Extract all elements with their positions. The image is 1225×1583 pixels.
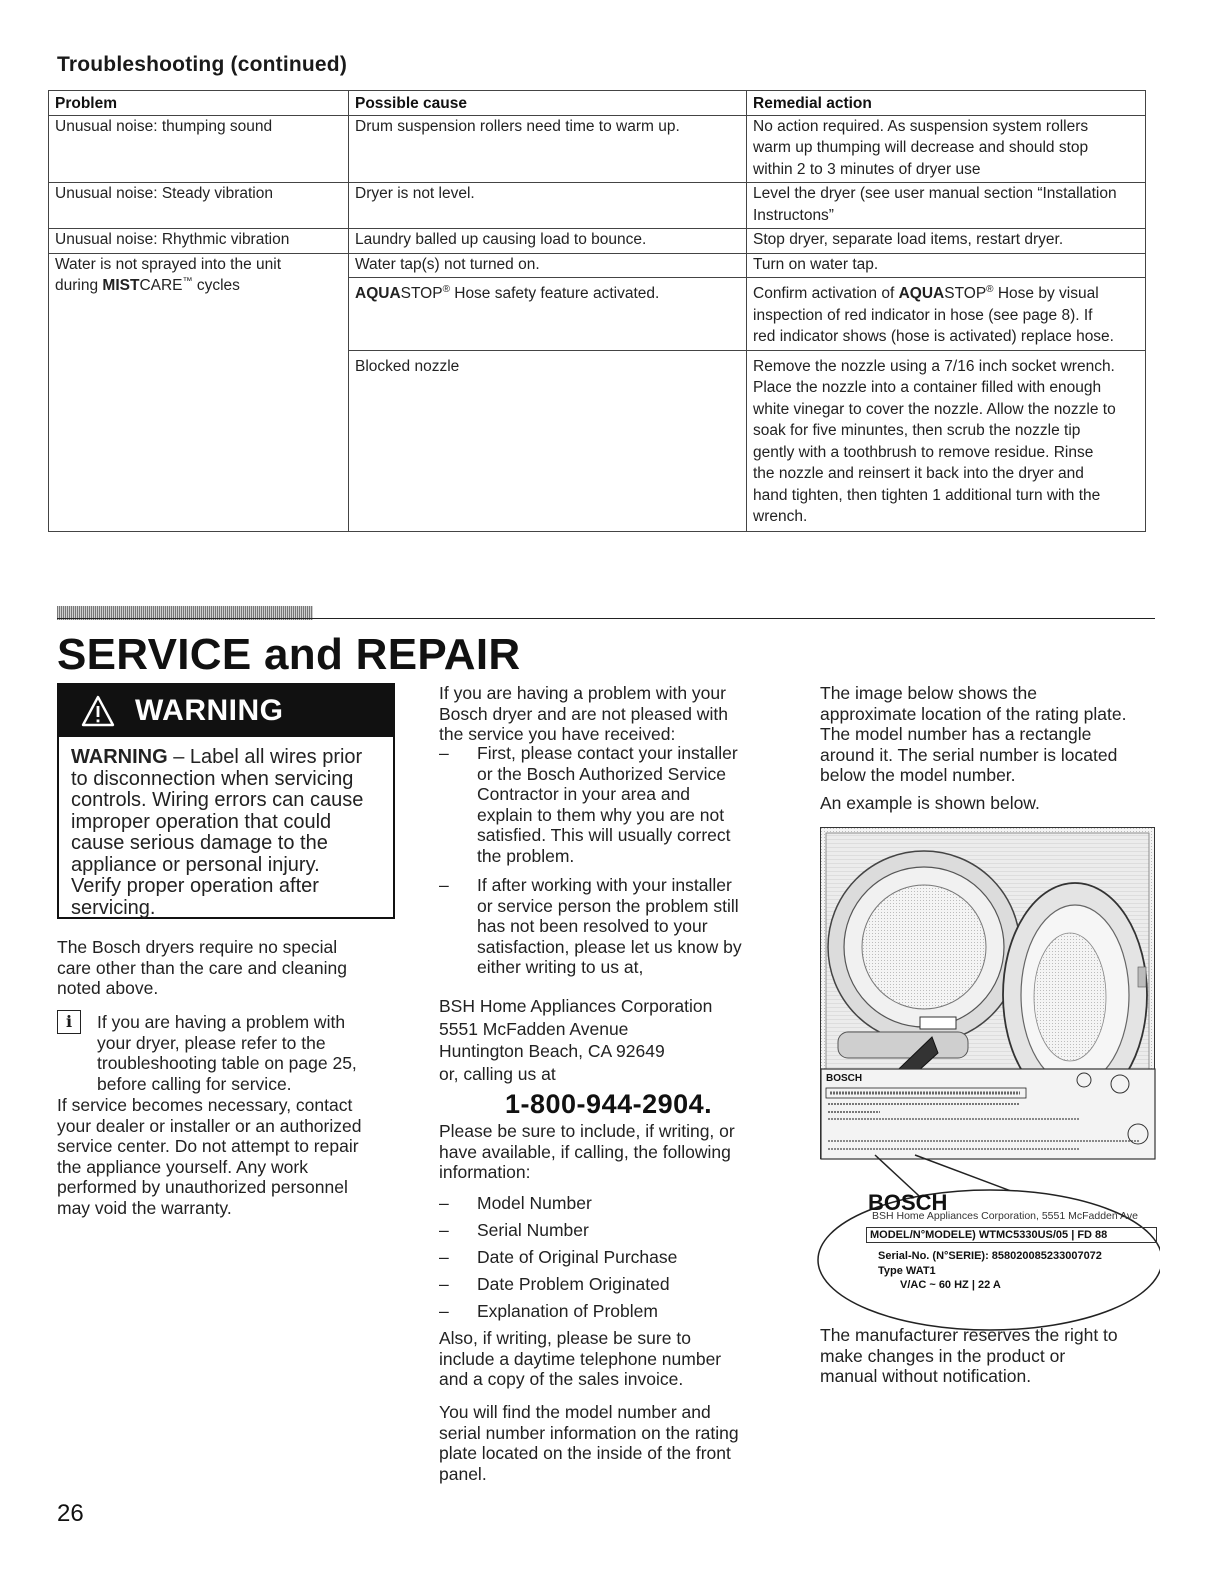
table-header-row [49,91,1146,116]
dash-marker: – [439,875,449,895]
col3-example: An example is shown below. [820,793,1040,813]
text-line: You will find the model number and [439,1402,711,1422]
list-item [439,1271,779,1298]
text-line: include a daytime telephone number [439,1348,722,1369]
text-line: If you are having a problem with [97,1012,346,1032]
plate-company: BSH Home Appliances Corporation, 5551 McFadden Ave [872,1210,1138,1222]
action-line: No action required. As suspension system rollers [753,117,1089,135]
col1-intro [57,937,397,999]
section-title: SERVICE and REPAIR [57,630,521,679]
action-line: the nozzle and reinsert it back into the dryer and [753,465,1084,482]
text-line: panel. [439,1463,487,1484]
action-line: red indicator shows (hose is activated) replace hose. [753,328,1114,345]
text-line: Bosch dryer and are not pleased with [439,703,728,724]
aquastop-bold: AQUA [355,285,401,302]
list-item [439,875,784,978]
problem-cell [49,253,349,531]
action-line: Level the dryer (see user manual section “Installation [753,185,1117,202]
warning-line: appliance or personal injury. [71,853,320,876]
col2-find [439,1402,784,1484]
col3-intro [820,683,1165,786]
action-cell [747,350,1146,531]
text-span: during [55,277,103,294]
text-line: your dealer or installer or an authorized [57,1115,362,1136]
plate-power: V/AC ~ 60 HZ | 22 A [900,1279,1001,1291]
text-line: have available, if calling, the following [439,1141,731,1162]
warning-header [59,685,393,737]
cause-cell: Drum suspension rollers need time to warm up. [349,115,747,183]
text-line: BSH Home Appliances Corporation [439,996,713,1016]
warning-line [71,747,389,769]
text-span: Serial Number [477,1220,589,1240]
warning-triangle-icon [81,695,115,727]
table-row [49,115,1146,183]
list-item [439,1190,779,1217]
aquastop-bold: AQUA [898,285,945,302]
col2-intro [439,683,779,745]
list-item [439,1298,779,1325]
text-line: troubleshooting table on page 25, [97,1053,357,1073]
cause-cell: Dryer is not level. [349,183,747,229]
text-span: – Label all wires prior [167,746,363,768]
problem-line: Water is not sprayed into the unit [55,255,282,273]
text-line: explain to them why you are not [477,804,725,825]
text-span: Date Problem Originated [477,1274,670,1294]
action-cell [747,278,1146,351]
text-line: serial number information on the rating [439,1422,739,1443]
problem-line [55,275,342,297]
header-cause: Possible cause [349,91,747,116]
text-line: or, calling us at [439,1063,556,1084]
text-line: The model number has a rectangle [820,724,1092,744]
text-line: the service you have received: [439,724,676,744]
text-line: satisfaction, please let us know by [477,936,742,957]
text-line: If after working with your installer [477,875,732,895]
header-problem: Problem [49,91,349,116]
action-line: Place the nozzle into a container filled with enough [753,379,1102,396]
action-line: Instructons” [753,206,834,224]
svg-text:BOSCH: BOSCH [826,1073,863,1084]
action-line: warm up thumping will decrease and should stop [753,139,1089,156]
dash-marker: – [439,1193,449,1213]
text-span: cycles [192,277,240,294]
list-item [439,1244,779,1271]
text-line: or the Bosch Authorized Service [477,763,727,784]
action-line: wrench. [753,508,808,525]
warning-box [57,683,395,919]
action-cell: Turn on water tap. [747,253,1146,278]
dash-marker: – [439,1247,449,1267]
problem-cell: Unusual noise: thumping sound [49,115,349,183]
text-line: service center. Do not attempt to repair [57,1136,359,1156]
text-line: manual without notification. [820,1366,1032,1386]
text-line: 5551 McFadden Avenue [439,1018,629,1039]
action-line: hand tighten, then tighten 1 additional turn with the [753,486,1101,504]
warning-line: improper operation that could [71,810,332,833]
dash-marker: – [439,743,449,763]
warning-header-text: WARNING [135,694,284,727]
text-line: Also, if writing, please be sure to [439,1328,691,1348]
cause-cell: Water tap(s) not turned on. [349,253,747,278]
text-line: may void the warranty. [57,1197,232,1218]
warning-line: servicing. [71,896,156,919]
text-line: approximate location of the rating plate. [820,703,1127,724]
plate-serial-number: Serial-No. (N°SERIE): 858020085233007072 [878,1250,1102,1262]
table-row [49,229,1146,254]
dash-marker: – [439,1274,449,1294]
warning-line: cause serious damage to the [71,832,328,854]
text-line: First, please contact your installer [477,743,738,763]
text-line: The manufacturer reserves the right to [820,1325,1118,1345]
warning-line: Verify proper operation after [71,875,319,897]
section-rule [57,618,1155,619]
trademark-mark: ™ [182,275,193,287]
action-line: soak for five minuntes, then scrub the nozzle tip [753,422,1081,439]
text-line: Huntington Beach, CA 92649 [439,1041,665,1061]
text-line: plate located on the inside of the front [439,1443,731,1463]
text-span: CARE [139,277,183,294]
list-item [439,1217,779,1244]
dash-marker: – [439,1220,449,1240]
troubleshooting-title: Troubleshooting (continued) [57,53,348,76]
list-item [439,743,784,866]
text-line: and a copy of the sales invoice. [439,1369,684,1389]
text-line: the appliance yourself. Any work [57,1156,308,1177]
text-line: Please be sure to include, if writing, or [439,1121,735,1141]
text-line: around it. The serial number is located [820,744,1118,765]
warning-body [71,747,389,919]
text-span: Date of Original Purchase [477,1247,678,1267]
text-line: If you are having a problem with your [439,683,726,703]
text-line: or service person the problem still [477,895,739,916]
action-line: gently with a toothbrush to remove residue. Rinse [753,443,1094,461]
plate-type: Type WAT1 [878,1265,936,1277]
text-line: performed by unauthorized personnel [57,1177,348,1197]
text-span: STOP [944,285,987,302]
col2-bullets [439,743,784,978]
warning-line: controls. Wiring errors can cause [71,789,364,811]
text-span: Hose safety feature activated. [449,285,660,302]
cause-cell: Blocked nozzle [349,350,747,531]
page-number: 26 [57,1500,84,1527]
action-line: within 2 to 3 minutes of dryer use [753,160,981,178]
text-line: the problem. [477,845,575,866]
text-span: Hose by visual [993,285,1099,302]
table-row [49,183,1146,229]
action-cell [747,183,1146,229]
text-line: has not been resolved to your [477,916,708,936]
cause-cell: Laundry balled up causing load to bounce. [349,229,747,254]
dash-marker: – [439,1301,449,1321]
col2-also [439,1328,784,1390]
text-line: either writing to us at, [477,957,644,977]
table-row [49,253,1146,278]
text-span: STOP [400,285,443,302]
header-action: Remedial action [747,91,1146,116]
col1-service [57,1095,402,1218]
text-line: Contractor in your area and [477,784,691,804]
text-line: care other than the care and cleaning [57,957,347,978]
text-line: information: [439,1162,531,1182]
text-line: The image below shows the [820,683,1037,703]
action-line: Remove the nozzle using a 7/16 inch socket wrench. [753,357,1115,375]
text-line: noted above. [57,978,159,998]
text-line: make changes in the product or [820,1345,1066,1366]
plate-brand: BOSCH [868,1190,948,1215]
action-line: white vinegar to cover the nozzle. Allow the nozzle to [753,400,1116,418]
col2-include [439,1121,784,1183]
action-line [753,283,1139,305]
registered-mark: ® [986,283,994,295]
col2-info-list [439,1190,779,1325]
phone-number: 1-800-944-2904. [505,1089,713,1119]
text-line: If service becomes necessary, contact [57,1095,353,1115]
info-icon: i [57,1010,81,1034]
text-span: Confirm activation of [753,285,899,302]
registered-mark: ® [442,283,450,295]
action-cell [747,115,1146,183]
text-line: below the model number. [820,765,1016,785]
mistcare-bold: MIST [102,277,140,294]
action-line: inspection of red indicator in hose (see page 8). If [753,306,1093,324]
problem-cell: Unusual noise: Steady vibration [49,183,349,229]
col3-note [820,1325,1165,1387]
text-line: your dryer, please refer to the [97,1032,326,1053]
col1-info-note [97,1012,397,1094]
warning-label: WARNING [71,746,168,768]
problem-cell: Unusual noise: Rhythmic vibration [49,229,349,254]
troubleshooting-table [48,90,1146,532]
plate-model-number: MODEL/N°MODELE) WTMC5330US/05 | FD 88 [866,1227,1157,1243]
text-span: Explanation of Problem [477,1301,658,1321]
col2-address [439,995,779,1085]
text-line: satisfied. This will usually correct [477,825,731,845]
action-cell: Stop dryer, separate load items, restart dryer. [747,229,1146,254]
text-line: before calling for service. [97,1073,292,1094]
text-span: Model Number [477,1193,592,1213]
cause-cell [349,278,747,351]
warning-line: to disconnection when servicing [71,767,354,790]
text-line: The Bosch dryers require no special [57,937,338,957]
